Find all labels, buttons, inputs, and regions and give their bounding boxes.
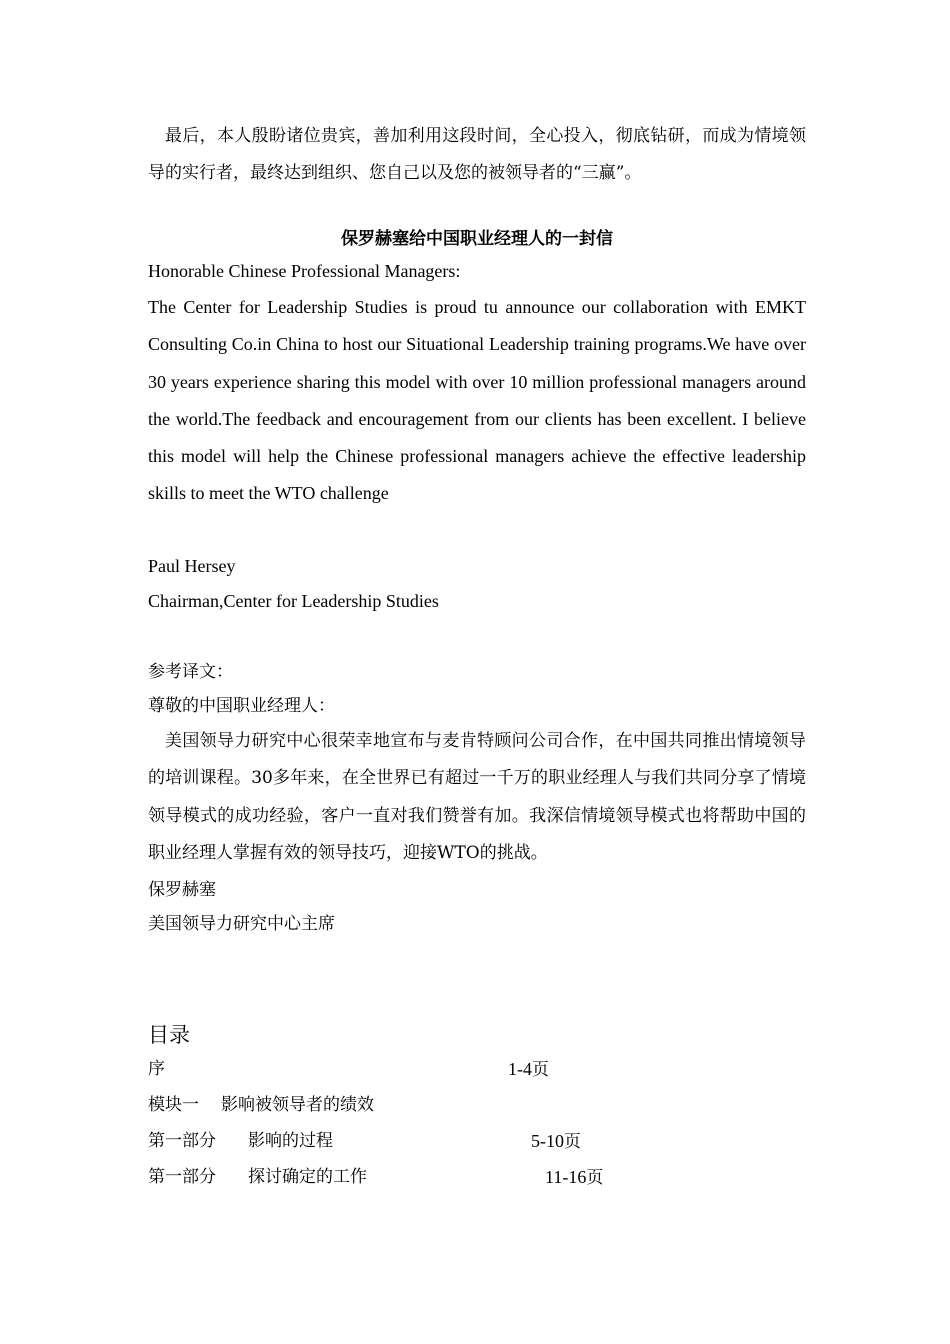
toc-row (148, 1051, 806, 1087)
toc-row-label: 第一部分 (148, 1130, 216, 1151)
translation-salutation: 尊敬的中国职业经理人： (148, 695, 335, 716)
toc-row-page-unit: 页 (532, 1059, 549, 1080)
toc-row (148, 1123, 806, 1159)
translation-body: 美国领导力研究中心很荣幸地宣布与麦肯特顾问公司合作，在中国共同推出情境领导的培训课程。30多年来，在全世界已有超过一千万的职业经理人与我们共同分享了情境领导模式的成功经验，客户一直对我们赞誉有加。我深信情境领导模式也将帮助中国的职业经理人掌握有效的领导技巧，迎接WTO的挑战。 (148, 730, 806, 864)
toc-heading: 目录 (148, 1022, 190, 1047)
document-page (148, 118, 806, 1195)
letter-signature-title: Chairman,Center for Leadership Studies (148, 590, 439, 611)
toc-row-page-range: 11-16 (545, 1166, 587, 1187)
letter-salutation: Honorable Chinese Professional Managers: (148, 261, 461, 281)
toc-row-label: 第一部分 (148, 1166, 216, 1187)
toc-row-page-range: 5-10 (531, 1130, 564, 1151)
spacer (148, 513, 806, 549)
toc-row-sub: 探讨确定的工作 (248, 1166, 367, 1187)
letter-title: 保罗赫塞给中国职业经理人的一封信 (341, 229, 613, 249)
toc-row-pages (531, 1123, 581, 1160)
toc-row-pages (508, 1051, 549, 1088)
toc-row-label: 模块一 (148, 1094, 199, 1115)
toc-row-page-range: 1-4 (508, 1058, 532, 1079)
toc-row-page-unit: 页 (586, 1167, 604, 1188)
toc-row-pages (545, 1159, 603, 1196)
toc-row-label: 序 (148, 1058, 165, 1079)
letter-body: The Center for Leadership Studies is proud tu announce our collaboration with EMKT Consulting Co.in China to host our Situational Leadership training programs.We have over 30 years experience sharing this model with over 10 million professional managers around the world.The feedback and encouragement from our clients has been excellent. I believe this model will help the Chinese professional managers achieve the effective leadership skills to meet the WTO challenge (148, 297, 806, 504)
toc-row (148, 1087, 806, 1123)
spacer (148, 941, 806, 1019)
intro-paragraph: 最后，本人殷盼诸位贵宾，善加利用这段时间，全心投入，彻底钻研，而成为情境领导的实行者，最终达到组织、您自己以及您的被领导者的“三赢”。 (148, 126, 806, 183)
toc-row-sub: 影响被领导者的绩效 (221, 1094, 374, 1115)
translation-label: 参考译文： (148, 661, 233, 682)
toc-row-page-unit: 页 (564, 1131, 581, 1152)
toc-row-sub: 影响的过程 (248, 1130, 333, 1151)
spacer (148, 619, 806, 655)
letter-signature-name: Paul Hersey (148, 555, 236, 576)
toc-row (148, 1159, 806, 1195)
translation-signature-title: 美国领导力研究中心主席 (148, 913, 335, 934)
translation-signature-name: 保罗赫塞 (148, 879, 216, 900)
